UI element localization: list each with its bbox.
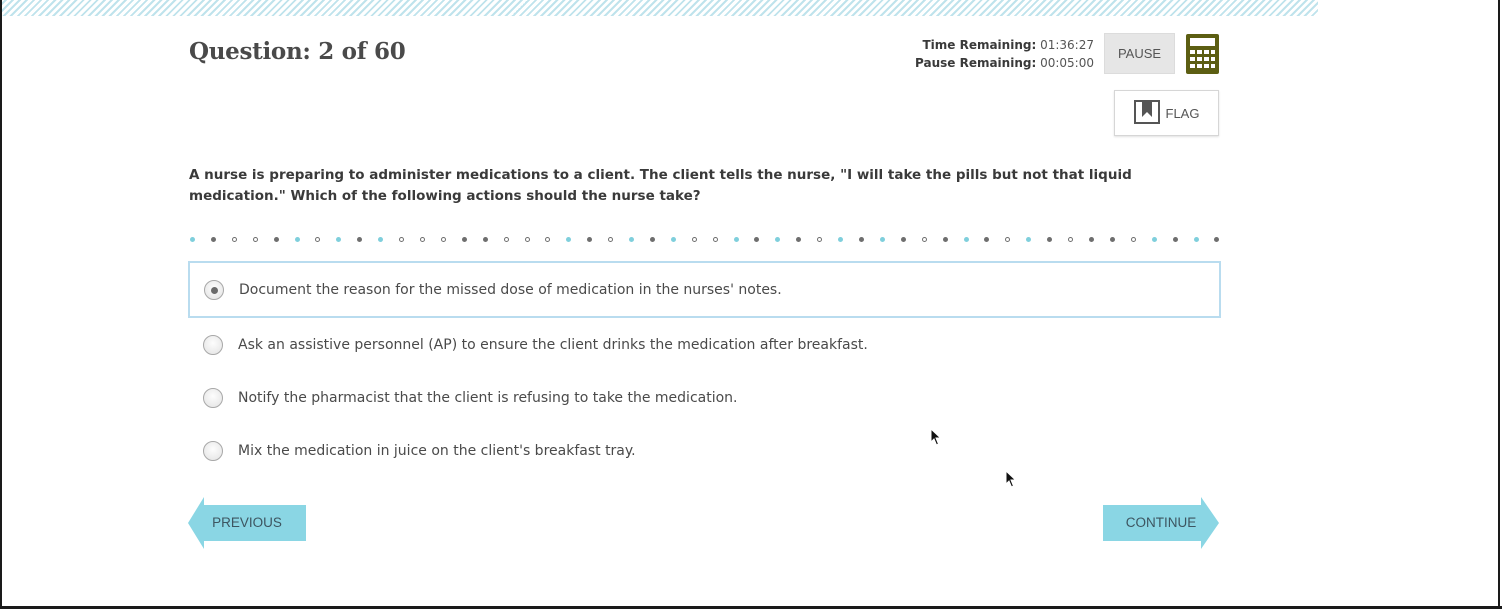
progress-dot bbox=[357, 237, 362, 242]
radio-button[interactable] bbox=[203, 388, 223, 408]
question-stem: A nurse is preparing to administer medications to a client. The client tells the nurse, "I will take the pills but not that liquid medication." Which of the following actions should the nurse take? bbox=[189, 167, 1132, 204]
progress-dot bbox=[671, 237, 676, 242]
progress-dot bbox=[336, 237, 341, 242]
progress-dot bbox=[859, 237, 864, 242]
progress-dot bbox=[817, 237, 822, 242]
answer-option-label: Ask an assistive personnel (AP) to ensure the client drinks the medication after breakfast. bbox=[238, 336, 868, 353]
window-border-left bbox=[0, 0, 2, 609]
progress-dot bbox=[483, 237, 488, 242]
progress-dot bbox=[504, 237, 509, 242]
progress-dot bbox=[1214, 237, 1219, 242]
progress-dot bbox=[901, 237, 906, 242]
progress-dot bbox=[1068, 237, 1073, 242]
progress-dot bbox=[608, 237, 613, 242]
progress-dot bbox=[734, 237, 739, 242]
question-progress-dots bbox=[190, 231, 1220, 247]
continue-button[interactable] bbox=[1103, 497, 1219, 549]
pause-remaining-value: 00:05:00 bbox=[1040, 56, 1094, 70]
progress-dot bbox=[796, 237, 801, 242]
progress-dot bbox=[295, 237, 300, 242]
time-remaining bbox=[880, 36, 1094, 54]
progress-dot bbox=[629, 237, 634, 242]
calculator-icon[interactable] bbox=[1186, 34, 1219, 74]
progress-dot bbox=[775, 237, 780, 242]
progress-dot bbox=[1194, 237, 1199, 242]
radio-pip bbox=[211, 287, 218, 294]
progress-dot bbox=[525, 237, 530, 242]
bookmark-icon bbox=[1134, 100, 1160, 127]
continue-label: CONTINUE bbox=[1125, 515, 1197, 530]
progress-dot bbox=[1152, 237, 1157, 242]
progress-dot bbox=[587, 237, 592, 242]
progress-dot bbox=[420, 237, 425, 242]
answer-option-label: Mix the medication in juice on the client's breakfast tray. bbox=[238, 442, 636, 459]
progress-dot bbox=[462, 237, 467, 242]
progress-dot bbox=[943, 237, 948, 242]
progress-dot bbox=[922, 237, 927, 242]
answer-option-4[interactable] bbox=[188, 424, 1221, 477]
window-border-right bbox=[1498, 0, 1500, 609]
progress-dot bbox=[984, 237, 989, 242]
progress-dot bbox=[1173, 237, 1178, 242]
progress-dot bbox=[1110, 237, 1115, 242]
progress-dot bbox=[190, 237, 195, 242]
progress-dot bbox=[211, 237, 216, 242]
answer-option-1[interactable] bbox=[188, 261, 1221, 318]
pause-remaining-label: Pause Remaining: bbox=[915, 56, 1037, 70]
progress-dot bbox=[713, 237, 718, 242]
progress-dot bbox=[1089, 237, 1094, 242]
progress-dot bbox=[838, 237, 843, 242]
answer-option-label: Notify the pharmacist that the client is refusing to take the medication. bbox=[238, 389, 738, 406]
progress-dot bbox=[1005, 237, 1010, 242]
progress-dot bbox=[650, 237, 655, 242]
radio-button[interactable] bbox=[203, 441, 223, 461]
progress-dot bbox=[880, 237, 885, 242]
progress-dot bbox=[545, 237, 550, 242]
progress-dot bbox=[1047, 237, 1052, 242]
progress-dot bbox=[232, 237, 237, 242]
progress-dot bbox=[378, 237, 383, 242]
time-remaining-label: Time Remaining: bbox=[922, 38, 1037, 52]
pause-button[interactable]: PAUSE bbox=[1104, 33, 1175, 74]
answer-option-3[interactable] bbox=[188, 371, 1221, 424]
flag-button[interactable] bbox=[1114, 90, 1219, 136]
progress-dot bbox=[964, 237, 969, 242]
progress-dot bbox=[566, 237, 571, 242]
progress-dot bbox=[441, 237, 446, 242]
time-remaining-value: 01:36:27 bbox=[1040, 38, 1094, 52]
top-stripe-decoration bbox=[0, 0, 1318, 16]
progress-dot bbox=[754, 237, 759, 242]
radio-button[interactable] bbox=[203, 335, 223, 355]
answer-option-label: Document the reason for the missed dose of medication in the nurses' notes. bbox=[239, 281, 782, 298]
timers-panel bbox=[880, 36, 1094, 72]
answer-options bbox=[188, 261, 1221, 477]
pause-remaining bbox=[880, 54, 1094, 72]
answer-option-2[interactable] bbox=[188, 318, 1221, 371]
question-counter-title: Question: 2 of 60 bbox=[189, 38, 406, 65]
progress-dot bbox=[1131, 237, 1136, 242]
radio-button-selected[interactable] bbox=[204, 280, 224, 300]
progress-dot bbox=[315, 237, 320, 242]
progress-dot bbox=[274, 237, 279, 242]
flag-label: FLAG bbox=[1165, 105, 1200, 121]
progress-dot bbox=[692, 237, 697, 242]
previous-label: PREVIOUS bbox=[212, 515, 282, 530]
progress-dot bbox=[253, 237, 258, 242]
progress-dot bbox=[399, 237, 404, 242]
progress-dot bbox=[1026, 237, 1031, 242]
previous-button[interactable] bbox=[188, 497, 306, 549]
